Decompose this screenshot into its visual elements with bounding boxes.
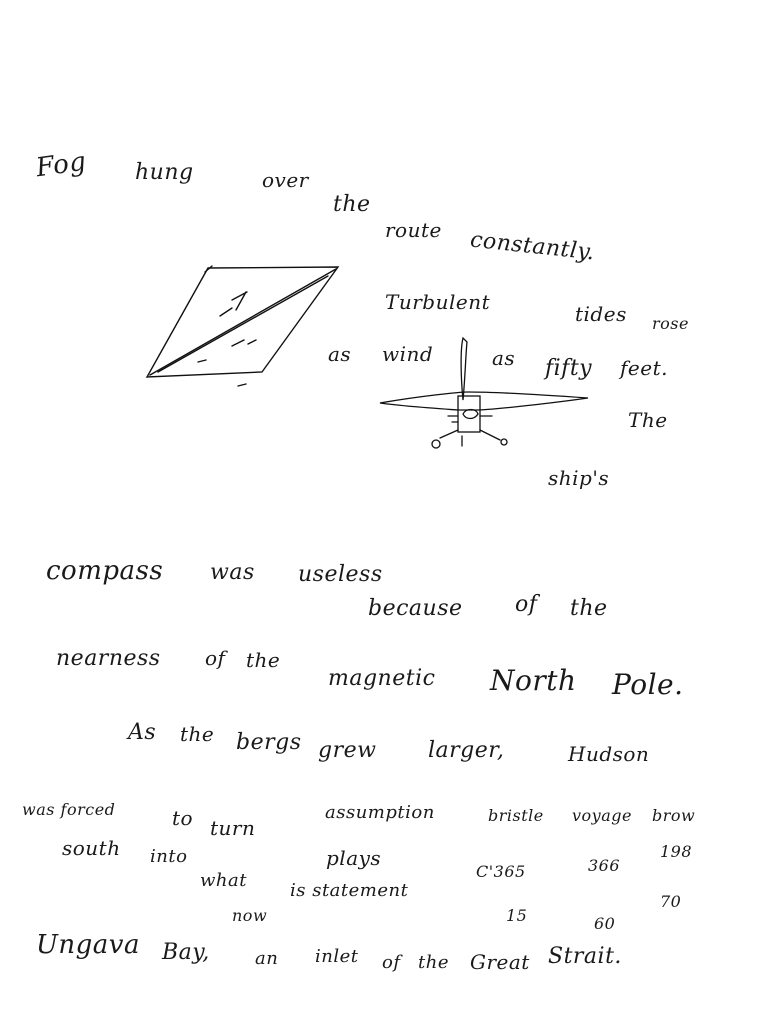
word: inlet bbox=[315, 946, 359, 967]
word: rose bbox=[652, 314, 689, 333]
word: C'365 bbox=[476, 862, 526, 881]
word: an bbox=[255, 948, 279, 969]
word: to bbox=[172, 806, 194, 830]
word: wind bbox=[382, 342, 434, 366]
word: 15 bbox=[506, 906, 528, 925]
word: voyage bbox=[572, 806, 632, 825]
word: 70 bbox=[660, 892, 682, 911]
word: what bbox=[200, 870, 247, 891]
word: Bay, bbox=[162, 940, 210, 965]
word: now bbox=[232, 906, 268, 925]
word: constantly. bbox=[469, 227, 596, 266]
word: into bbox=[150, 846, 188, 867]
word: tides bbox=[575, 302, 627, 326]
word: turn bbox=[210, 816, 256, 840]
word: was bbox=[210, 560, 255, 585]
word: the bbox=[418, 952, 449, 973]
word: 366 bbox=[588, 856, 621, 875]
word: as bbox=[328, 342, 352, 366]
word: was forced bbox=[22, 800, 116, 819]
word: of bbox=[515, 592, 538, 617]
word: the bbox=[180, 722, 215, 746]
word: magnetic bbox=[328, 666, 436, 691]
word: over bbox=[262, 168, 309, 192]
word: hung bbox=[135, 160, 194, 185]
word: North bbox=[490, 664, 577, 697]
word: nearness bbox=[56, 646, 161, 671]
word: the bbox=[246, 648, 281, 672]
word: ship's bbox=[548, 466, 610, 490]
word: compass bbox=[46, 556, 164, 586]
word: Ungava bbox=[36, 930, 140, 960]
word: because bbox=[368, 596, 463, 621]
word: grew bbox=[318, 738, 377, 763]
word: 60 bbox=[594, 914, 616, 933]
word: south bbox=[62, 836, 121, 860]
word: Fog bbox=[34, 146, 89, 184]
word: is statement bbox=[290, 880, 409, 901]
word: fifty bbox=[545, 356, 593, 381]
word: As bbox=[128, 720, 157, 745]
word: the bbox=[570, 596, 608, 621]
word: Hudson bbox=[568, 742, 650, 766]
word: of bbox=[205, 646, 226, 670]
word: route bbox=[385, 218, 442, 242]
word: of bbox=[382, 952, 401, 973]
word: as bbox=[492, 346, 516, 370]
diamond-kite-sketch bbox=[147, 266, 338, 386]
word: useless bbox=[298, 562, 383, 587]
word: bergs bbox=[236, 730, 302, 755]
word: Great bbox=[470, 950, 530, 974]
word: plays bbox=[326, 846, 382, 870]
word: Strait. bbox=[548, 944, 622, 969]
word: the bbox=[333, 192, 371, 217]
word: Pole. bbox=[612, 668, 684, 701]
word: feet. bbox=[620, 356, 668, 380]
word: Turbulent bbox=[385, 290, 491, 314]
word: larger, bbox=[428, 738, 505, 763]
word: 198 bbox=[660, 842, 693, 861]
word: bristle bbox=[488, 806, 544, 825]
word: The bbox=[628, 408, 668, 432]
word: assumption bbox=[325, 802, 435, 823]
word: brow bbox=[652, 806, 696, 825]
